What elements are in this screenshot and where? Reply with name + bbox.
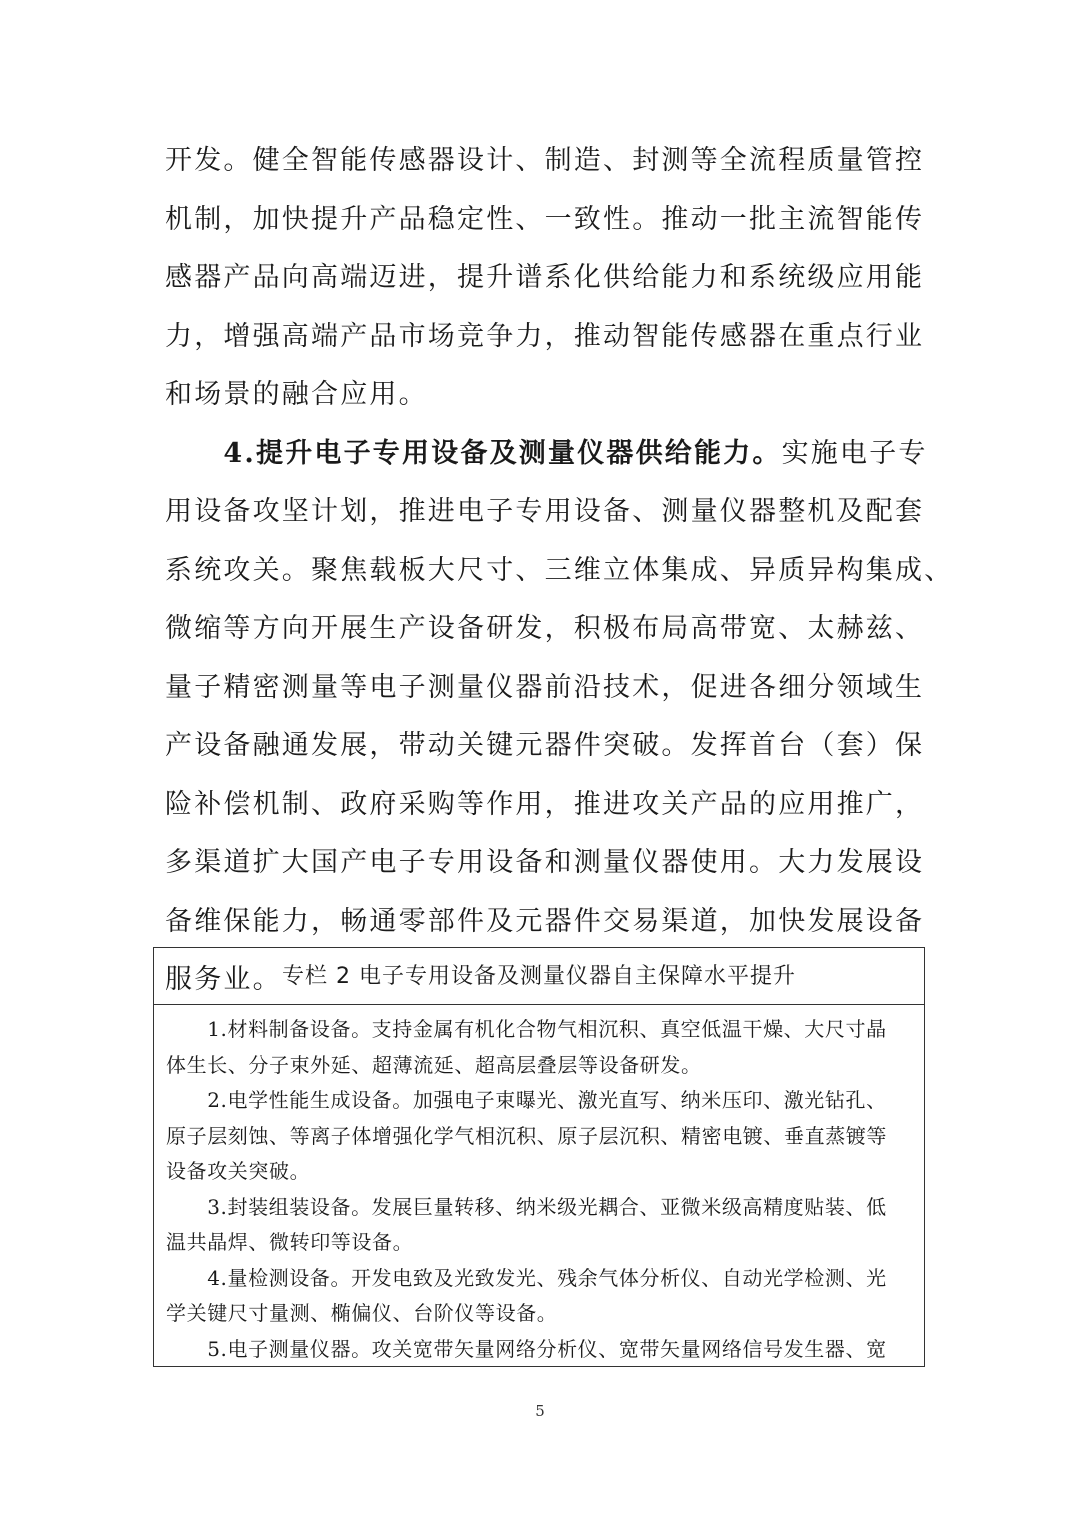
section-heading: 4.提升电子专用设备及测量仪器供给能力。: [223, 437, 782, 469]
text-line: 力，增强高端产品市场竞争力，推动智能传感器在重点行业: [165, 320, 925, 352]
box-line: 温共晶焊、微转印等设备。: [166, 1230, 414, 1254]
box-line: 原子层刻蚀、等离子体增强化学气相沉积、原子层沉积、精密电镀、垂直蒸镀等: [166, 1123, 887, 1148]
box-line: 5.电子测量仪器。攻关宽带矢量网络分析仪、宽带矢量网络信号发生器、宽: [166, 1336, 887, 1361]
text-line: 开发。健全智能传感器设计、制造、封测等全流程质量管控: [165, 145, 925, 176]
text-line: 产设备融通发展，带动关键元器件突破。发挥首台（套）保: [165, 730, 925, 761]
text-line: 系统攻关。聚焦载板大尺寸、三维立体集成、异质异构集成、: [165, 554, 954, 586]
section-heading-line: [165, 425, 928, 484]
box-line: 4.量检测设备。开发电致及光致发光、残余气体分析仪、自动光学检测、光: [166, 1265, 887, 1290]
box-line: 3.封装组装设备。发展巨量转移、纳米级光耦合、亚微米级高精度贴装、低: [166, 1194, 887, 1219]
text-line: 微缩等方向开展生产设备研发，积极布局高带宽、太赫兹、: [165, 613, 925, 644]
page-number: 5: [535, 1402, 545, 1420]
text-line: 服务业。: [165, 964, 282, 995]
body-text: [165, 132, 954, 1010]
text-line: 备维保能力，畅通零部件及元器件交易渠道，加快发展设备: [165, 905, 925, 937]
column-box-title: 专栏 2 电子专用设备及测量仪器自主保障水平提升: [154, 948, 924, 1005]
text-run: 实施电子专: [781, 437, 928, 469]
column-box-body: [154, 1005, 924, 1367]
box-line: 体生长、分子束外延、超薄流延、超高层叠层等设备研发。: [166, 1052, 702, 1077]
text-line: 量子精密测量等电子测量仪器前沿技术，促进各细分领域生: [165, 671, 925, 703]
box-line: 设备攻关突破。: [166, 1159, 311, 1183]
text-line: 机制，加快提升产品稳定性、一致性。推动一批主流智能传: [165, 203, 925, 235]
text-line: 用设备攻坚计划，推进电子专用设备、测量仪器整机及配套: [165, 496, 925, 527]
box-line: 学关键尺寸量测、椭偏仪、台阶仪等设备。: [166, 1301, 558, 1325]
text-line: 感器产品向高端迈进，提升谱系化供给能力和系统级应用能: [165, 262, 925, 293]
text-line: 和场景的融合应用。: [165, 379, 428, 410]
column-box: [153, 947, 925, 1367]
box-line: 1.材料制备设备。支持金属有机化合物气相沉积、真空低温干燥、大尺寸晶: [166, 1017, 887, 1041]
text-line: 险补偿机制、政府采购等作用，推进攻关产品的应用推广，: [165, 788, 925, 820]
text-line: 多渠道扩大国产电子专用设备和测量仪器使用。大力发展设: [165, 847, 925, 878]
box-line: 2.电学性能生成设备。加强电子束曝光、激光直写、纳米压印、激光钻孔、: [166, 1088, 887, 1112]
